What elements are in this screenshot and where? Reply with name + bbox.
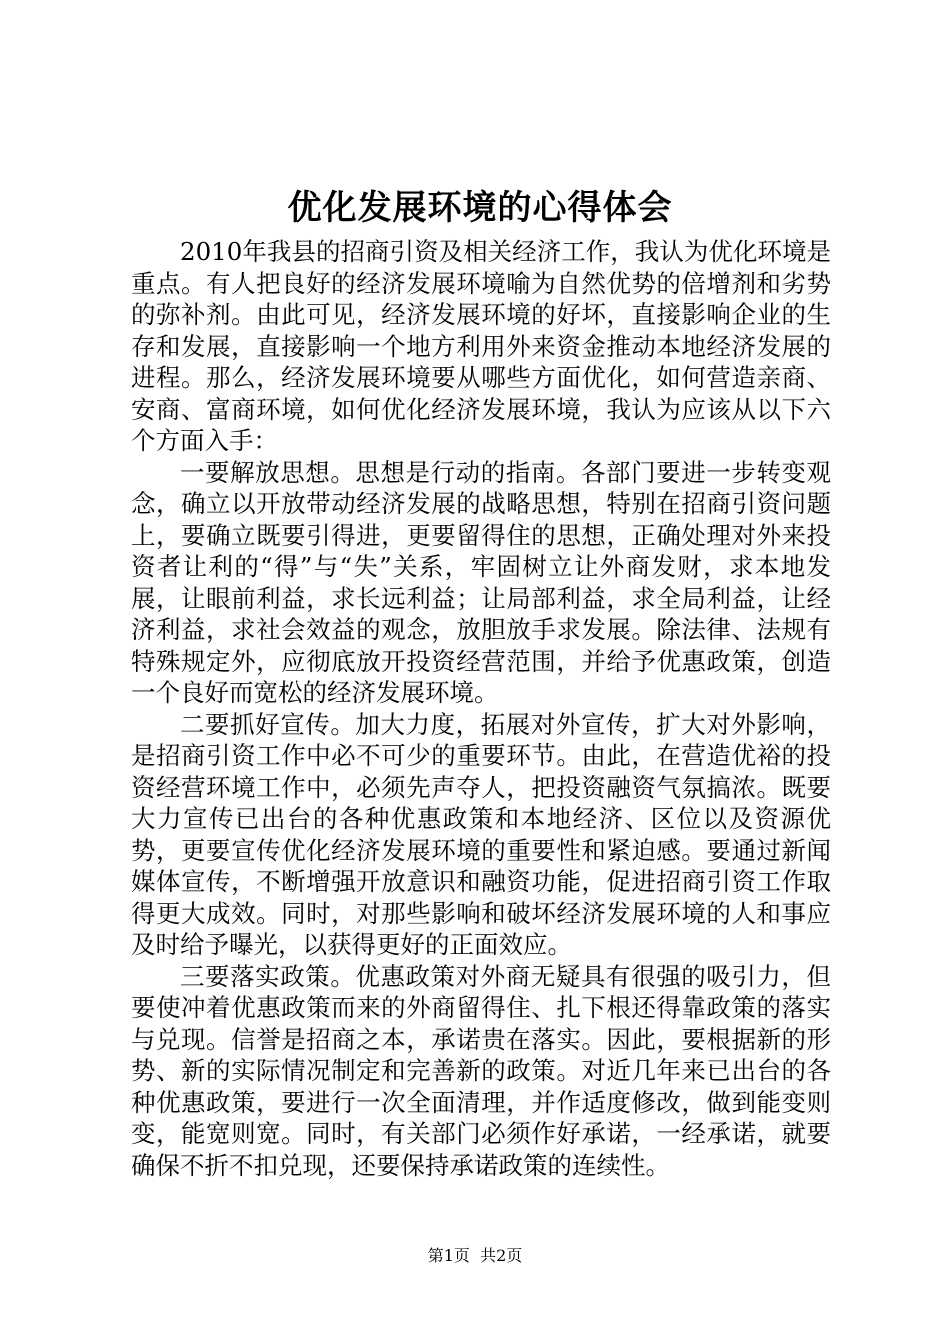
document-title: 优化发展环境的心得体会 (287, 188, 673, 228)
page-number: 第1页 (427, 1246, 470, 1265)
page-footer (0, 1245, 950, 1267)
page-total: 共2页 (480, 1246, 523, 1265)
paragraph-point-2: 二要抓好宣传。加大力度，拓展对外宣传，扩大对外影响，是招商引资工作中必不可少的重要环节。由此，在营造优裕的投资经营环境工作中，必须先声夺人，把投资融资气氛搞浓。既要大力宣传已出台的各种优惠政策和本地经济、区位以及资源优势，更要宣传优化经济发展环境的重要性和紧迫感。要通过新闻媒体宣传，不断增强开放意识和融资功能，促进招商引资工作取得更大成效。同时，对那些影响和破坏经济发展环境的人和事应及时给予曝光，以获得更好的正面效应。 (131, 709, 831, 959)
paragraph-intro: 2010年我县的招商引资及相关经济工作，我认为优化环境是重点。有人把良好的经济发展环境喻为自然优势的倍增剂和劣势的弥补剂。由此可见，经济发展环境的好坏，直接影响企业的生存和发展，直接影响一个地方利用外来资金推动本地经济发展的进程。那么，经济发展环境要从哪些方面优化，如何营造亲商、安商、富商环境，如何优化经济发展环境，我认为应该从以下六个方面入手： (131, 237, 831, 455)
paragraph-point-3: 三要落实政策。优惠政策对外商无疑具有很强的吸引力，但要使冲着优惠政策而来的外商留得住、扎下根还得靠政策的落实与兑现。信誉是招商之本，承诺贵在落实。因此，要根据新的形势、新的实际情况制定和完善新的政策。对近几年来已出台的各种优惠政策，要进行一次全面清理，并作适度修改，做到能变则变，能宽则宽。同时，有关部门必须作好承诺，一经承诺，就要确保不折不扣兑现，还要保持承诺政策的连续性。 (131, 961, 831, 1180)
document-body (131, 236, 831, 1181)
paragraph-point-1: 一要解放思想。思想是行动的指南。各部门要进一步转变观念，确立以开放带动经济发展的战略思想，特别在招商引资问题上，要确立既要引得进，更要留得住的思想，正确处理对外来投资者让利的“得”与“失”关系，牢固树立让外商发财，求本地发展，让眼前利益，求长远利益；让局部利益，求全局利益，让经济利益，求社会效益的观念，放胆放手求发展。除法律、法规有特殊规定外，应彻底放开投资经营范围，并给予优惠政策，创造一个良好而宽松的经济发展环境。 (131, 457, 831, 707)
